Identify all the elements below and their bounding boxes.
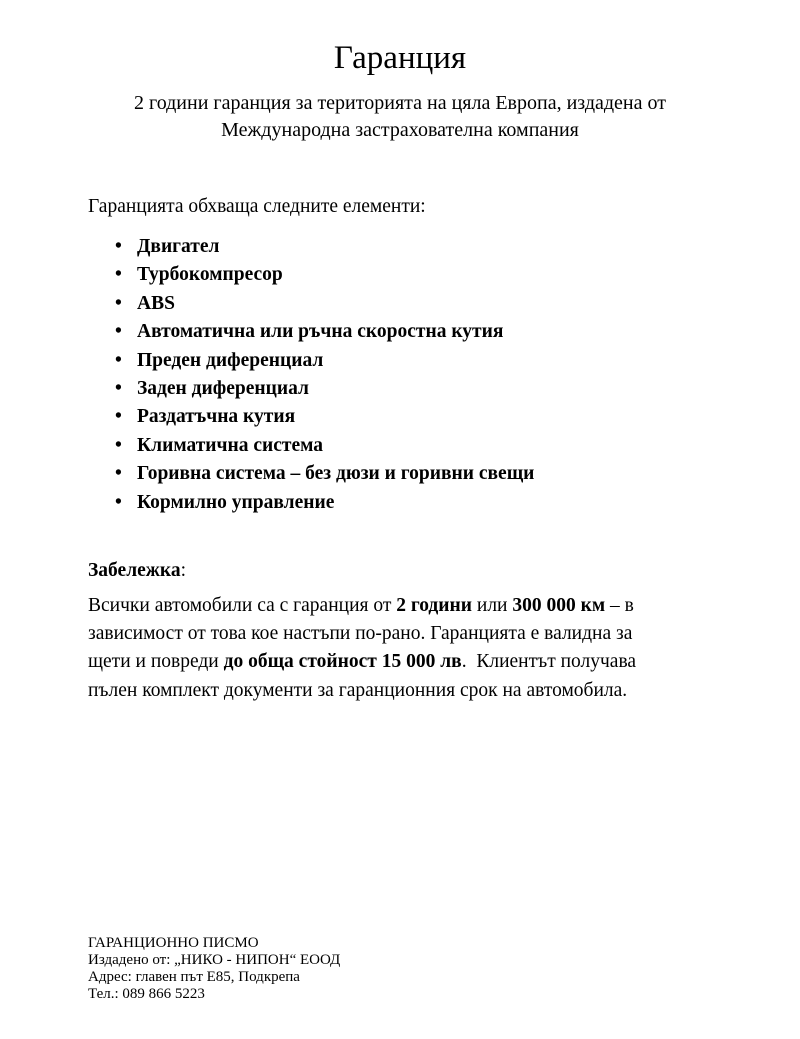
subtitle-line-2: Международна застрахователна компания xyxy=(221,119,579,141)
list-item-label: Преден диференциал xyxy=(137,349,324,371)
list-item xyxy=(115,233,712,261)
bullet-icon: • xyxy=(115,321,122,343)
list-item-label: Автоматична или ръчна скоростна кутия xyxy=(137,321,504,343)
list-item-label: Климатична система xyxy=(137,434,324,456)
bullet-icon: • xyxy=(115,292,122,314)
list-item-label: Двигател xyxy=(137,236,220,257)
note-line-3: щети и повреди до обща стойност 15 000 лв. Клиентът получава xyxy=(88,651,637,673)
bullet-icon: • xyxy=(115,406,122,428)
list-item-label: Раздатъчна кутия xyxy=(137,406,296,428)
footer-letter-title: ГАРАНЦИОННО ПИСМО xyxy=(88,935,259,951)
note-paragraph xyxy=(88,592,712,705)
bullet-icon: • xyxy=(115,264,122,286)
footer-block xyxy=(88,935,712,1003)
list-item xyxy=(115,375,712,403)
list-item-label: ABS xyxy=(137,292,175,314)
list-item xyxy=(115,290,712,318)
bullet-icon: • xyxy=(115,434,122,456)
list-item xyxy=(115,489,712,517)
footer-issued-by: Издадено от: „НИКО - НИПОН“ ЕООД xyxy=(88,952,341,968)
list-item-label: Горивна система – без дюзи и горивни свещи xyxy=(137,463,535,485)
page-title: Гаранция xyxy=(333,40,467,76)
bullet-icon: • xyxy=(115,463,122,485)
note-heading-label: Забележка xyxy=(88,560,181,582)
list-item xyxy=(115,347,712,375)
bullet-icon: • xyxy=(115,491,122,513)
subtitle-line-1: 2 години гаранция за територията на цяла Европа, издадена от xyxy=(133,92,666,114)
list-item xyxy=(115,403,712,431)
coverage-list xyxy=(88,233,712,517)
note-line-2: зависимост от това кое настъпи по-рано. Гаранцията е валидна за xyxy=(88,623,633,645)
subtitle xyxy=(88,90,712,144)
note-heading-colon: : xyxy=(180,560,187,582)
list-item-label: Турбокомпресор xyxy=(137,264,283,286)
coverage-intro: Гаранцията обхваща следните елементи: xyxy=(88,196,426,217)
footer-address: Адрес: главен път Е85, Подкрепа xyxy=(88,969,300,985)
bullet-icon: • xyxy=(115,349,122,371)
bullet-icon: • xyxy=(115,236,122,257)
list-item xyxy=(115,460,712,488)
list-item-label: Кормилно управление xyxy=(137,491,335,513)
note-heading xyxy=(88,557,712,584)
list-item-label: Заден диференциал xyxy=(137,378,309,400)
list-item xyxy=(115,432,712,460)
note-line-1: Всички автомобили са с гаранция от 2 години или 300 000 км – в xyxy=(88,595,634,617)
list-item xyxy=(115,318,712,346)
note-line-4: пълен комплект документи за гаранционния срок на автомобила. xyxy=(88,679,628,701)
footer-phone: Тел.: 089 866 5223 xyxy=(88,986,205,1002)
bullet-icon: • xyxy=(115,378,122,400)
list-item xyxy=(115,261,712,289)
